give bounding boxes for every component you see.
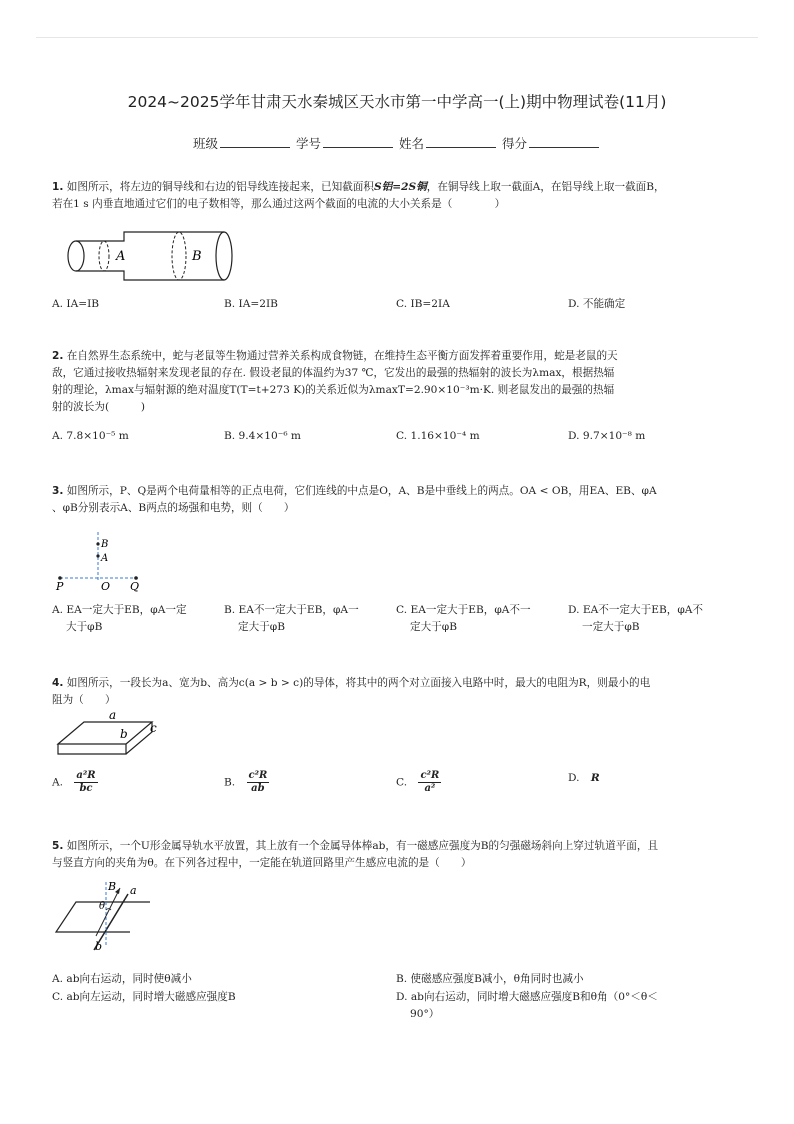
option-c[interactable]: C. EA一定大于EB，φA不一 定大于φB — [396, 604, 531, 633]
point-b: B — [101, 539, 109, 550]
id-label: 学号 — [295, 136, 321, 151]
name-blank[interactable] — [426, 137, 496, 148]
option-d[interactable]: D. ab向右运动，同时增大磁感应强度B和θ角（0°＜θ＜ 90°） — [396, 991, 658, 1020]
score-blank[interactable] — [529, 137, 599, 148]
student-info-line — [0, 134, 794, 152]
question-4 — [52, 675, 742, 709]
charge-q: Q — [130, 580, 140, 593]
option-d[interactable]: D. R — [568, 772, 600, 784]
question-number: 3. — [52, 485, 64, 497]
wire-figure — [64, 226, 234, 286]
option-b[interactable]: B. $\frac{\text{c²R}}{ab}$ — [224, 770, 268, 794]
conductor-block-figure — [54, 708, 164, 760]
width-b: b — [120, 727, 128, 741]
option-c[interactable]: C. IB=2IA — [396, 298, 450, 310]
exam-title: 2024~2025学年甘肃天水秦城区天水市第一中学高一(上)期中物理试卷(11月) — [127, 93, 667, 111]
angle-theta: θ — [99, 901, 106, 912]
question-number: 2. — [52, 350, 64, 362]
question-2-stem: 2. 在自然界生态系统中，蛇与老鼠等生物通过营养关系构成食物链，在维持生态平衡方面发挥着重要作用，蛇是老鼠的天 敌，它通过接收热辐射来发现老鼠的存在. 假设老鼠的体温约为37 ℃，它发出的最强的热辐射的波长为λmax，根据热辐 射的理论，λmax与辐射源的绝对温度T(T=t+273 K)的关系近似为λmaxT=2.90×10⁻³m·K. 则老鼠发出的最强的热辐 射的波长为( ) — [52, 350, 618, 413]
rod-end-b: b — [95, 940, 103, 953]
option-b[interactable]: B. EA不一定大于EB，φA一 定大于φB — [224, 604, 359, 633]
area-formula: S铝=2S铜 — [374, 181, 427, 193]
charges-figure — [54, 530, 154, 594]
option-c[interactable]: C. 1.16×10⁻⁴ m — [396, 430, 480, 442]
id-blank[interactable] — [323, 137, 393, 148]
question-number: 1. — [52, 181, 64, 193]
question-1 — [52, 179, 742, 213]
label-b: B — [192, 249, 202, 264]
rod-end-a: a — [130, 884, 137, 897]
fraction: $\frac{\text{a²R}}{bc}$ — [76, 770, 96, 794]
charge-p: P — [56, 580, 64, 593]
question-number: 4. — [52, 677, 64, 689]
option-a[interactable]: A. IA=IB — [52, 298, 100, 310]
option-b[interactable]: B. 9.4×10⁻⁶ m — [224, 430, 301, 442]
question-5 — [52, 838, 742, 872]
question-3-stem: 3. 如图所示，P、Q是两个电荷量相等的正点电荷，它们连线的中点是O，A、B是中垂线上的两点。OA < OB，用EA、EB、φA 、φB分别表示A、B两点的场强和电势，则（ ） — [52, 485, 657, 514]
midpoint-o: O — [101, 580, 111, 593]
height-c: c — [150, 721, 157, 735]
question-number: 5. — [52, 840, 64, 852]
class-blank[interactable] — [220, 137, 290, 148]
question-2 — [52, 348, 742, 416]
fraction: $\frac{\text{c²R}}{ab}$ — [248, 770, 268, 794]
question-4-stem: 4. 如图所示，一段长为a、宽为b、高为c(a > b > c)的导体，将其中的两个对立面接入电路中时，最大的电阻为R，则最小的电 阻为（ ） — [52, 677, 651, 706]
question-3 — [52, 483, 742, 517]
field-b: B — [108, 880, 117, 893]
option-a[interactable]: A. $\frac{\text{a²R}}{bc}$ — [52, 770, 96, 794]
option-c[interactable]: C. $\frac{\text{c²R}}{\text{a²}}$ — [396, 770, 440, 794]
score-label: 得分 — [501, 136, 527, 151]
header-divider — [36, 37, 758, 38]
option-d[interactable]: D. 9.7×10⁻⁸ m — [568, 430, 646, 442]
point-a: A — [101, 553, 109, 564]
fraction: $\frac{\text{c²R}}{\text{a²}}$ — [420, 770, 440, 794]
question-5-stem: 5. 如图所示，一个U形金属导轨水平放置，其上放有一个金属导体棒ab，有一磁感应强度为B的匀强磁场斜向上穿过轨道平面，且 与竖直方向的夹角为θ。在下列各过程中，一定能在轨道回路里产生感应电流的是（ ） — [52, 840, 659, 869]
option-a[interactable]: A. 7.8×10⁻⁵ m — [52, 430, 129, 442]
rail-figure — [54, 880, 164, 956]
option-d[interactable]: D. EA不一定大于EB，φA不 一定大于φB — [568, 604, 703, 633]
option-a[interactable]: A. ab向右运动，同时使θ减小 — [52, 973, 192, 985]
option-c[interactable]: C. ab向左运动，同时增大磁感应强度B — [52, 991, 236, 1003]
option-d[interactable]: D. 不能确定 — [568, 298, 626, 310]
question-1-stem: 1. 如图所示，将左边的铜导线和右边的铝导线连接起来，已知截面积S铝=2S铜，在铜导线上取一截面A，在铝导线上取一截面B， 若在1 s 内垂直地通过它们的电子数相等，那么通过这两个截面的电流的大小关系是（ ） — [52, 181, 665, 210]
option-a[interactable]: A. EA一定大于EB，φA一定 大于φB — [52, 604, 187, 633]
option-b[interactable]: B. IA=2IB — [224, 298, 278, 310]
length-a: a — [109, 708, 117, 722]
class-label: 班级 — [192, 136, 218, 151]
name-label: 姓名 — [398, 136, 424, 151]
option-b[interactable]: B. 使磁感应强度B减小，θ角同时也减小 — [396, 973, 584, 985]
label-a: A — [116, 249, 126, 264]
